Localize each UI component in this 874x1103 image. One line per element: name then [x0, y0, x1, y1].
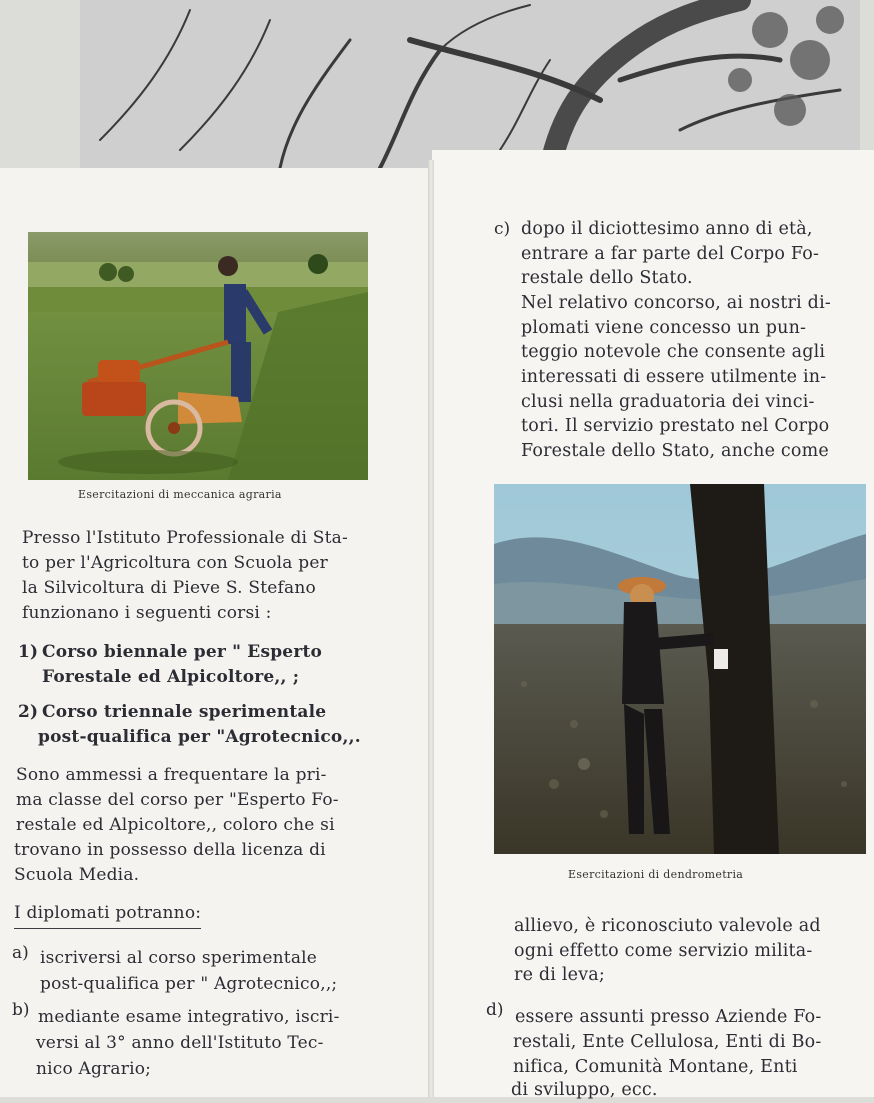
intro-line-3: la Silvicoltura di Pieve S. Stefano [22, 578, 316, 598]
caption-dendrometria: Esercitazioni di dendrometria [568, 868, 744, 881]
option-b-marker: b) [12, 1000, 30, 1020]
option-c-line-8: clusi nella graduatoria dei vinci- [521, 392, 815, 412]
option-c-line-7: interessati di essere utilmente in- [521, 367, 827, 387]
caption-meccanica-agraria: Esercitazioni di meccanica agraria [78, 488, 282, 501]
photo-meccanica-agraria [28, 232, 368, 480]
option-c-line-3: restale dello Stato. [521, 268, 693, 288]
page-fold [428, 160, 434, 1097]
intro-line-4: funzionano i seguenti corsi : [22, 603, 272, 623]
option-c-marker: c) [494, 219, 511, 239]
admission-line-1: Sono ammessi a frequentare la pri- [16, 765, 327, 785]
option-d-marker: d) [486, 1000, 504, 1020]
option-c-line-5: plomati viene concesso un pun- [521, 318, 807, 338]
option-d-line-3: nifica, Comunità Montane, Enti [513, 1057, 798, 1077]
photo-dendrometria [494, 484, 866, 854]
option-a-line-2: post-qualifica per " Agrotecnico,,; [40, 974, 338, 994]
option-c-line-4: Nel relativo concorso, ai nostri di- [521, 293, 831, 313]
intro-line-2: to per l'Agricoltura con Scuola per [22, 553, 328, 573]
admission-line-4: trovano in possesso della licenza di [14, 840, 326, 860]
option-b-line-3: nico Agrario; [36, 1059, 152, 1079]
option-d-line-4: di sviluppo, ecc. [511, 1080, 658, 1100]
option-b-line-1: mediante esame integrativo, iscri- [38, 1007, 340, 1027]
option-c-line-10: Forestale dello Stato, anche come [521, 441, 829, 461]
top-tree-photo [80, 0, 860, 168]
option-c-line-6: teggio notevole che consente agli [521, 342, 826, 362]
course-1-line-1: Corso biennale per " Esperto [42, 642, 323, 662]
course-2-line-1: Corso triennale sperimentale [42, 702, 327, 722]
course-2-number: 2) [18, 702, 39, 722]
course-2-line-2: post-qualifica per "Agrotecnico,,. [38, 727, 361, 747]
option-b-line-2: versi al 3° anno dell'Istituto Tec- [36, 1033, 324, 1053]
option-c-line-1: dopo il diciottesimo anno di età, [521, 219, 813, 239]
option-c-cont-line-2: ogni effetto come servizio milita- [514, 941, 813, 961]
intro-line-1: Presso l'Istituto Professionale di Sta- [22, 528, 348, 548]
admission-line-5: Scuola Media. [14, 865, 140, 885]
course-1-number: 1) [18, 642, 39, 662]
option-d-line-2: restali, Ente Cellulosa, Enti di Bo- [513, 1032, 822, 1052]
admission-line-2: ma classe del corso per "Esperto Fo- [16, 790, 339, 810]
option-c-line-2: entrare a far parte del Corpo Fo- [521, 244, 820, 264]
course-1-line-2: Forestale ed Alpicoltore,, ; [42, 667, 300, 687]
diplomati-heading: I diplomati potranno: [14, 901, 201, 929]
option-a-line-1: iscriversi al corso sperimentale [40, 948, 318, 968]
option-d-line-1: essere assunti presso Aziende Fo- [515, 1007, 822, 1027]
option-a-marker: a) [12, 943, 29, 963]
option-c-line-9: tori. Il servizio prestato nel Corpo [521, 416, 830, 436]
option-c-cont-line-1: allievo, è riconosciuto valevole ad [514, 916, 821, 936]
admission-line-3: restale ed Alpicoltore,, coloro che si [16, 815, 335, 835]
option-c-cont-line-3: re di leva; [514, 965, 606, 985]
